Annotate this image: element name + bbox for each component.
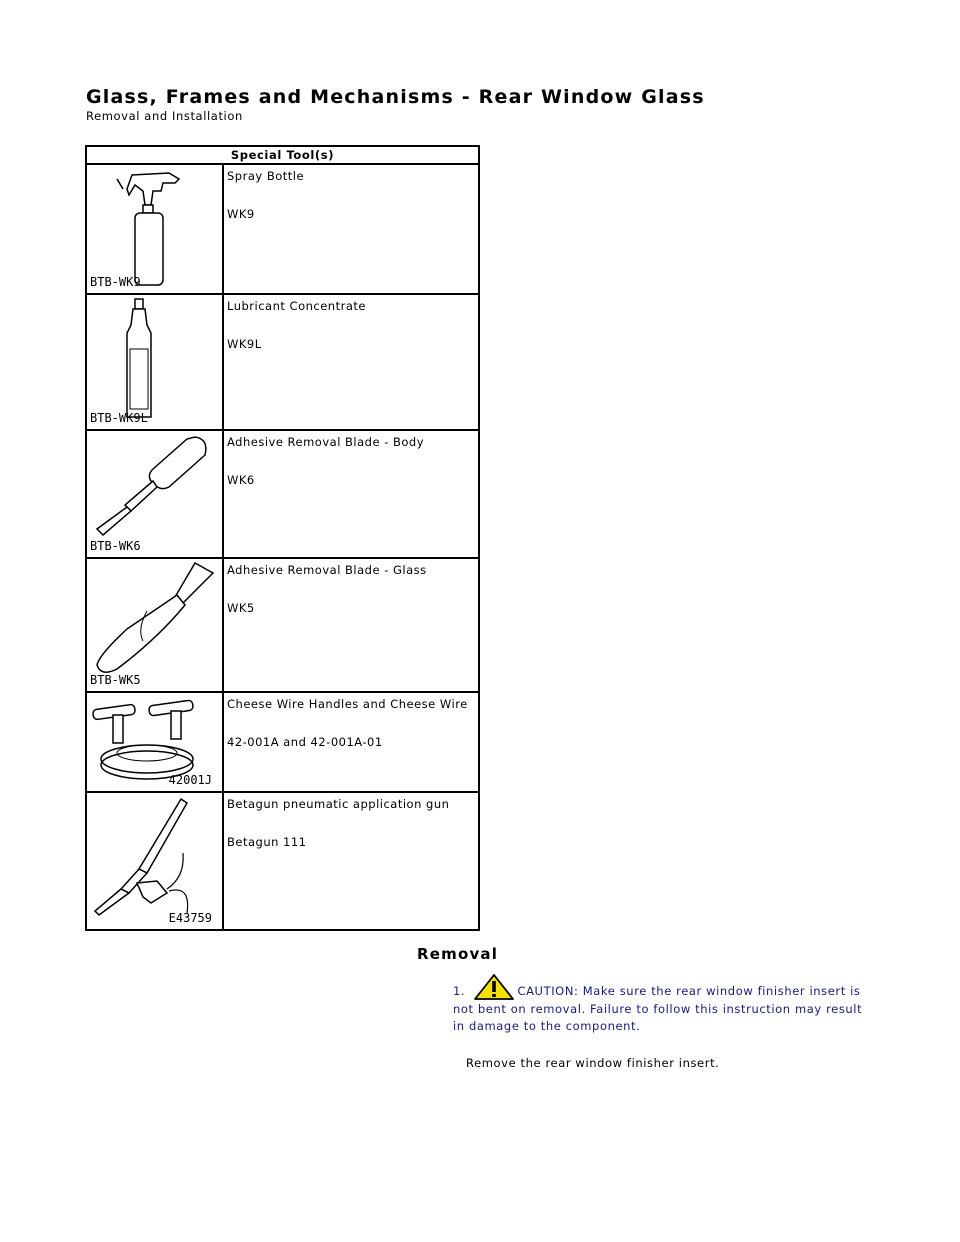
tool-row [86,430,479,558]
tool-row [86,294,479,430]
tool-description [223,692,479,792]
page-subtitle: Removal and Installation [86,109,243,123]
tool-caption: BTB-WK9L [90,411,148,425]
tool-name: Cheese Wire Handles and Cheese Wire [227,697,468,711]
cheese-wire-icon [86,692,223,792]
tool-description [223,294,479,430]
tool-name: Adhesive Removal Blade - Body [227,435,425,449]
tool-caption: 42001J [168,773,212,787]
removal-step [453,973,873,1035]
step-number: 1. [453,984,466,998]
tool-code: Betagun 111 [227,835,307,849]
tool-row [86,692,479,792]
spray-bottle-icon [86,164,223,294]
tool-code: WK9 [227,207,255,221]
tool-row [86,164,479,294]
removal-heading: Removal [417,945,499,963]
tool-code: 42-001A and 42-001A-01 [227,735,383,749]
tool-description [223,430,479,558]
tool-row [86,792,479,930]
tool-caption: E43759 [168,911,212,925]
glass-blade-icon [86,558,223,692]
tool-name: Adhesive Removal Blade - Glass [227,563,427,577]
tool-code: WK6 [227,473,255,487]
tool-name: Lubricant Concentrate [227,299,366,313]
lubricant-bottle-icon [86,294,223,430]
step-caution: CAUTION: Make sure the rear window finisher insert is not bent on removal. Failure to follow this instruction may result in damage to the component. [453,984,863,1033]
tool-code: WK5 [227,601,255,615]
step-action: Remove the rear window finisher insert. [466,1056,720,1070]
special-tools-heading: Special Tool(s) [86,146,479,164]
tool-name: Spray Bottle [227,169,305,183]
application-gun-icon [86,792,223,930]
special-tools-table [85,145,480,931]
page-title: Glass, Frames and Mechanisms - Rear Window Glass [86,86,705,108]
tool-caption: BTB-WK5 [90,673,141,687]
removal-blade-icon [86,430,223,558]
tool-description [223,164,479,294]
warning-triangle-icon [473,973,515,1001]
tool-code: WK9L [227,337,262,351]
tool-row [86,558,479,692]
tool-description [223,792,479,930]
tool-name: Betagun pneumatic application gun [227,797,450,811]
tool-caption: BTB-WK9 [90,275,141,289]
tool-caption: BTB-WK6 [90,539,141,553]
tool-description [223,558,479,692]
